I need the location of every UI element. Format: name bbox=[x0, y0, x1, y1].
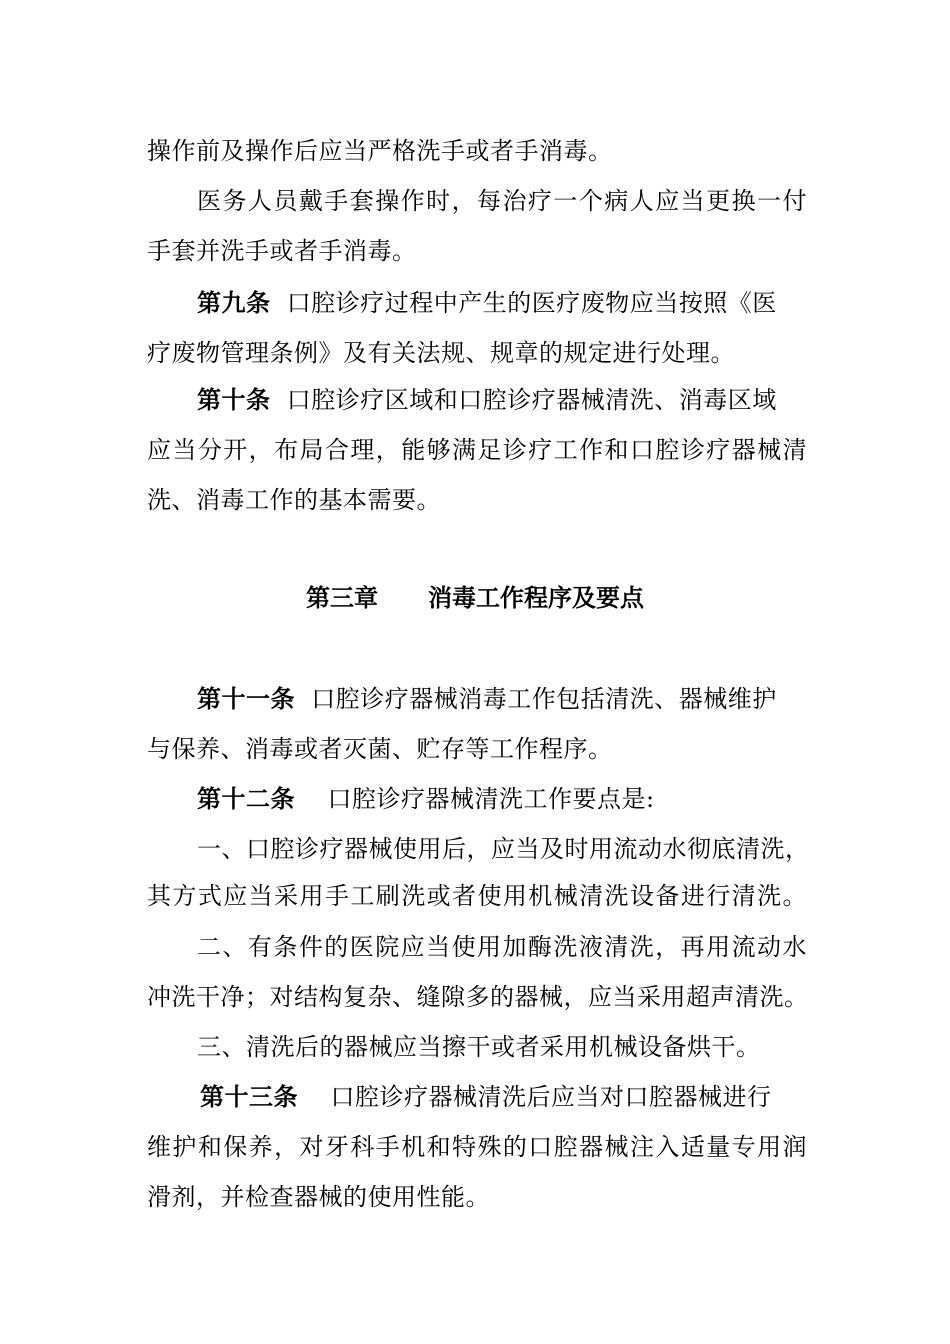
article-label: 第十一条 bbox=[197, 684, 295, 713]
article-text: 口腔诊疗过程中产生的医疗废物应当按照《医 bbox=[286, 289, 777, 317]
article-label: 第九条 bbox=[197, 288, 271, 317]
text-line: 其方式应当采用手工刷洗或者使用机械清洗设备进行清洗。 bbox=[147, 882, 807, 910]
chapter-title: 消毒工作程序及要点 bbox=[428, 583, 644, 612]
text-line: 应当分开，布局合理，能够满足诊疗工作和口腔诊疗器械清 bbox=[147, 436, 807, 464]
article-13 bbox=[200, 1081, 810, 1113]
article-12 bbox=[197, 783, 807, 815]
article-text: 口腔诊疗区域和口腔诊疗器械清洗、消毒区域 bbox=[286, 386, 777, 414]
text-line: 与保养、消毒或者灭菌、贮存等工作程序。 bbox=[147, 735, 613, 763]
article-label: 第十条 bbox=[197, 385, 271, 414]
text-line: 操作前及操作后应当严格洗手或者手消毒。 bbox=[147, 137, 613, 165]
article-text: 口腔诊疗器械清洗后应当对口腔器械进行 bbox=[330, 1083, 772, 1111]
text-line: 一、口腔诊疗器械使用后，应当及时用流动水彻底清洗， bbox=[197, 835, 810, 863]
text-line: 二、有条件的医院应当使用加酶洗液清洗，再用流动水 bbox=[197, 933, 807, 961]
chapter-heading bbox=[0, 582, 950, 614]
article-10 bbox=[197, 384, 807, 416]
article-9 bbox=[197, 287, 807, 319]
text-line: 洗、消毒工作的基本需要。 bbox=[147, 486, 441, 514]
text-line: 三、清洗后的器械应当擦干或者采用机械设备烘干。 bbox=[197, 1033, 761, 1061]
article-label: 第十二条 bbox=[197, 784, 295, 813]
text-line: 滑剂，并检查器械的使用性能。 bbox=[147, 1183, 490, 1211]
article-text: 口腔诊疗器械消毒工作包括清洗、器械维护 bbox=[311, 685, 777, 713]
text-line: 医务人员戴手套操作时，每治疗一个病人应当更换一付 bbox=[197, 187, 807, 215]
article-text: 口腔诊疗器械清洗工作要点是: bbox=[327, 785, 655, 813]
text-line: 手套并洗手或者手消毒。 bbox=[147, 237, 417, 265]
text-line: 冲洗干净；对结构复杂、缝隙多的器械，应当采用超声清洗。 bbox=[147, 983, 809, 1011]
text-line: 疗废物管理条例》及有关法规、规章的规定进行处理。 bbox=[147, 339, 735, 367]
text-line: 维护和保养，对牙科手机和特殊的口腔器械注入适量专用润 bbox=[147, 1133, 807, 1161]
chapter-number: 第三章 bbox=[306, 583, 378, 612]
article-label: 第十三条 bbox=[200, 1082, 298, 1111]
article-11 bbox=[197, 683, 807, 715]
